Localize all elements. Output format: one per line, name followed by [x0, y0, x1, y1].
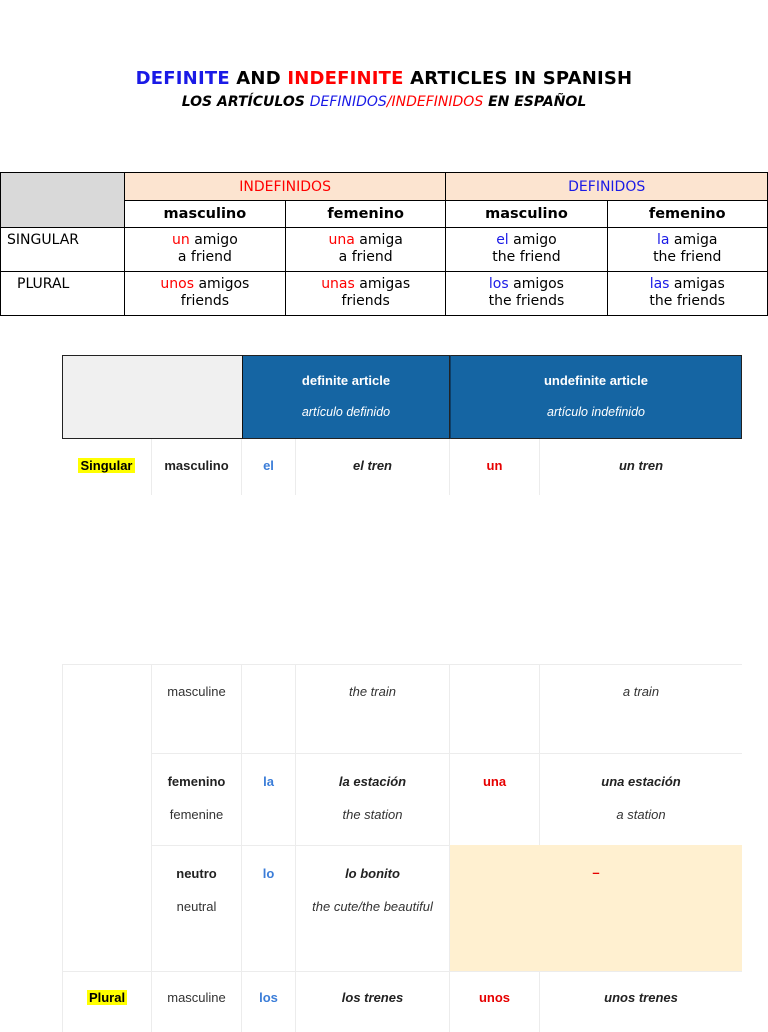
article: el — [496, 232, 509, 248]
example-es: una estación — [601, 774, 681, 789]
table-row — [1, 272, 768, 316]
example-cell — [296, 753, 450, 845]
header-undefinite-article — [450, 355, 742, 439]
gender-cell — [152, 753, 242, 845]
header-definite-article — [242, 355, 450, 439]
label-singular: Singular — [80, 458, 133, 473]
table-cell — [124, 228, 285, 272]
example-es: lo bonito — [345, 866, 400, 881]
table-row — [62, 971, 742, 1032]
row-label-singular: SINGULAR — [1, 228, 125, 272]
table-cell — [607, 272, 768, 316]
articles-detail-table-continued — [62, 664, 742, 1032]
header-definidos: DEFINIDOS — [446, 173, 768, 201]
noun: amiga — [354, 232, 403, 248]
indefinite-article-cell: un — [450, 439, 540, 495]
header-title: undefinite article — [543, 373, 649, 388]
translation: the friend — [653, 249, 722, 265]
articles-summary-table — [0, 172, 768, 316]
gender-es: neutro — [176, 866, 217, 881]
noun: amigo — [508, 232, 557, 248]
number-cell — [62, 972, 152, 1032]
example-en: the station — [342, 807, 403, 822]
table-cell — [124, 272, 285, 316]
article: un — [172, 232, 190, 248]
table-row — [62, 439, 742, 495]
translation: a friend — [177, 249, 232, 265]
translation-cell: the train — [296, 665, 450, 753]
subtitle-slash: / — [386, 94, 392, 110]
title-definite: DEFINITE — [135, 68, 230, 89]
table-cell — [446, 272, 607, 316]
not-applicable-cell: – — [450, 845, 742, 971]
number-cell — [62, 753, 152, 845]
example-en: a station — [616, 807, 666, 822]
article: las — [649, 276, 670, 292]
definite-article-cell: la — [242, 753, 296, 845]
table-cell — [285, 228, 445, 272]
subtitle-suffix: EN ESPAÑOL — [483, 94, 587, 110]
noun: amigas — [354, 276, 411, 292]
page-subtitle — [0, 94, 768, 110]
header-indefinidos: INDEFINIDOS — [124, 173, 446, 201]
translation: the friend — [492, 249, 561, 265]
number-cell — [62, 845, 152, 971]
title-indefinite: INDEFINITE — [287, 68, 404, 89]
subtitle-prefix: LOS ARTÍCULOS — [181, 94, 310, 110]
row-label-plural: PLURAL — [1, 272, 125, 316]
subheader-femenino: femenino — [285, 201, 445, 228]
number-cell — [62, 665, 152, 753]
gender-cell: masculino — [152, 439, 242, 495]
example-cell: un tren — [618, 458, 664, 473]
article: unas — [321, 276, 355, 292]
noun: amigos — [194, 276, 250, 292]
definite-article-cell: los — [242, 972, 296, 1032]
article: una — [328, 232, 355, 248]
gender-en: neutral — [176, 899, 217, 914]
gender-translation-cell: masculine — [152, 665, 242, 753]
subheader-masculino: masculino — [124, 201, 285, 228]
header-corner — [62, 355, 242, 439]
page-title — [0, 68, 768, 89]
subheader-femenino: femenino — [607, 201, 768, 228]
header-subtitle: artículo definido — [301, 405, 391, 419]
label-plural: Plural — [88, 990, 126, 1005]
title-and: AND — [229, 68, 288, 89]
noun: amiga — [669, 232, 718, 248]
table-cell — [446, 228, 607, 272]
translation: the friends — [649, 293, 726, 309]
example-cell — [296, 845, 450, 971]
indefinite-article-cell — [450, 665, 540, 753]
example-cell: el tren — [296, 439, 450, 495]
subtitle-definidos: DEFINIDOS — [309, 94, 387, 110]
title-rest: ARTICLES IN SPANISH — [403, 68, 633, 89]
definite-article-cell: lo — [242, 845, 296, 971]
table-row — [62, 664, 742, 753]
definite-article-cell — [242, 665, 296, 753]
example-cell: los trenes — [296, 972, 450, 1032]
gender-en: femenine — [169, 807, 224, 822]
example-cell — [540, 753, 742, 845]
table-row — [1, 228, 768, 272]
header-title: definite article — [301, 373, 391, 388]
gender-cell: masculine — [152, 972, 242, 1032]
noun: amigos — [508, 276, 564, 292]
example-en: the cute/the beautiful — [312, 899, 433, 914]
article: la — [657, 232, 670, 248]
article: los — [488, 276, 509, 292]
table-corner — [1, 173, 125, 228]
number-cell — [62, 439, 152, 495]
table-row — [62, 753, 742, 845]
subtitle-indefinidos: INDEFINIDOS — [391, 94, 484, 110]
translation: the friends — [488, 293, 565, 309]
table-header-row — [62, 355, 742, 439]
translation: friends — [341, 293, 390, 309]
translation: friends — [180, 293, 230, 309]
indefinite-article-cell: una — [450, 753, 540, 845]
example-cell: unos trenes — [604, 990, 678, 1005]
table-cell — [285, 272, 445, 316]
table-row — [62, 845, 742, 971]
indefinite-article-cell: unos — [450, 972, 540, 1032]
table-cell — [607, 228, 768, 272]
translation: a friend — [338, 249, 393, 265]
noun: amigas — [669, 276, 725, 292]
header-subtitle: artículo indefinido — [547, 405, 645, 419]
noun: amigo — [189, 232, 238, 248]
gender-cell — [152, 845, 242, 971]
subheader-masculino: masculino — [446, 201, 607, 228]
translation-cell: a train — [622, 684, 660, 699]
article: unos — [160, 276, 195, 292]
example-es: la estación — [338, 774, 407, 789]
gender-es: femenino — [167, 774, 226, 789]
articles-detail-table — [62, 355, 742, 495]
definite-article-cell: el — [242, 439, 296, 495]
